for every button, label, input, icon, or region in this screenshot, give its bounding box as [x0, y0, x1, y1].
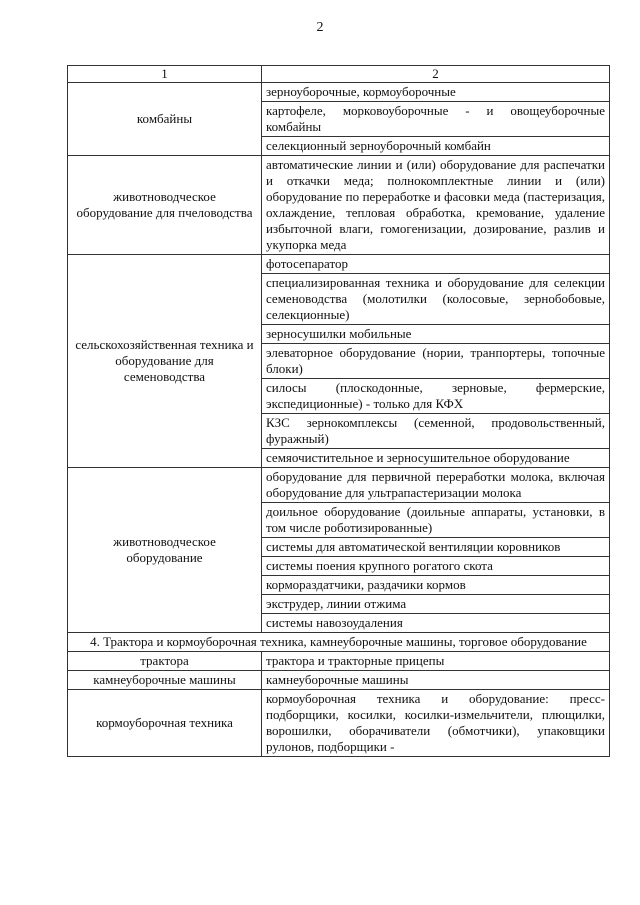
item-cell: селекционный зерноуборочный комбайн [262, 137, 610, 156]
table-row [68, 156, 610, 255]
table-row [68, 255, 610, 274]
item-cell: элеваторное оборудование (нории, транпортеры, топочные блоки) [262, 344, 610, 379]
item-cell: автоматические линии и (или) оборудование для распечатки и откачки меда; полнокомплектные линии и (или) оборудование по переработке и фасовки меда (пастеризация, охлаждение, тепловая обработка, кремование, удаление избыточной влаги, гомогенизации, дозирование, разлив и укупорка меда [262, 156, 610, 255]
item-cell: камнеуборочные машины [262, 671, 610, 690]
item-cell: зерноуборочные, кормоуборочные [262, 83, 610, 102]
item-cell: семяочистительное и зерносушительное оборудование [262, 449, 610, 468]
table-row [68, 468, 610, 503]
section-heading: 4. Трактора и кормоуборочная техника, камнеуборочные машины, торговое оборудование [68, 633, 610, 652]
table-row [68, 671, 610, 690]
category-cell: кормоуборочная техника [68, 690, 262, 757]
item-cell: системы поения крупного рогатого скота [262, 557, 610, 576]
item-cell: кормоуборочная техника и оборудование: пресс-подборщики, косилки, косилки-измельчители, плющилки, ворошилки, оборачиватели (обмотчики), упаковщики рулонов, подборщики - [262, 690, 610, 757]
item-cell: специализированная техника и оборудование для селекции семеноводства (молотилки (колосовые, зернобобовые, селекционные) [262, 274, 610, 325]
category-cell: животноводческое оборудование для пчеловодства [68, 156, 262, 255]
item-cell: доильное оборудование (доильные аппараты, установки, в том числе роботизированные) [262, 503, 610, 538]
item-cell: зерносушилки мобильные [262, 325, 610, 344]
column-header-1: 1 [68, 66, 262, 83]
item-cell: КЗС зернокомплексы (семенной, продовольственный, фуражный) [262, 414, 610, 449]
category-cell: животноводческое оборудование [68, 468, 262, 633]
item-cell: экструдер, линии отжима [262, 595, 610, 614]
table-row [68, 690, 610, 757]
table-row [68, 652, 610, 671]
column-header-2: 2 [262, 66, 610, 83]
item-cell: системы для автоматической вентиляции коровников [262, 538, 610, 557]
section-heading-row [68, 633, 610, 652]
equipment-table [67, 65, 610, 757]
category-cell: сельскохозяйственная техника и оборудование для семеноводства [68, 255, 262, 468]
table-row [68, 83, 610, 102]
item-cell: оборудование для первичной переработки молока, включая оборудование для ультрапастеризации молока [262, 468, 610, 503]
table-header-row [68, 66, 610, 83]
category-cell: трактора [68, 652, 262, 671]
category-cell: комбайны [68, 83, 262, 156]
item-cell: силосы (плоскодонные, зерновые, фермерские, экспедиционные) - только для КФХ [262, 379, 610, 414]
item-cell: фотосепаратор [262, 255, 610, 274]
page-number: 2 [316, 20, 324, 35]
category-cell: камнеуборочные машины [68, 671, 262, 690]
item-cell: кормораздатчики, раздачики кормов [262, 576, 610, 595]
item-cell: системы навозоудаления [262, 614, 610, 633]
item-cell: трактора и тракторные прицепы [262, 652, 610, 671]
item-cell: картофеле, морковоуборочные - и овощеуборочные комбайны [262, 102, 610, 137]
